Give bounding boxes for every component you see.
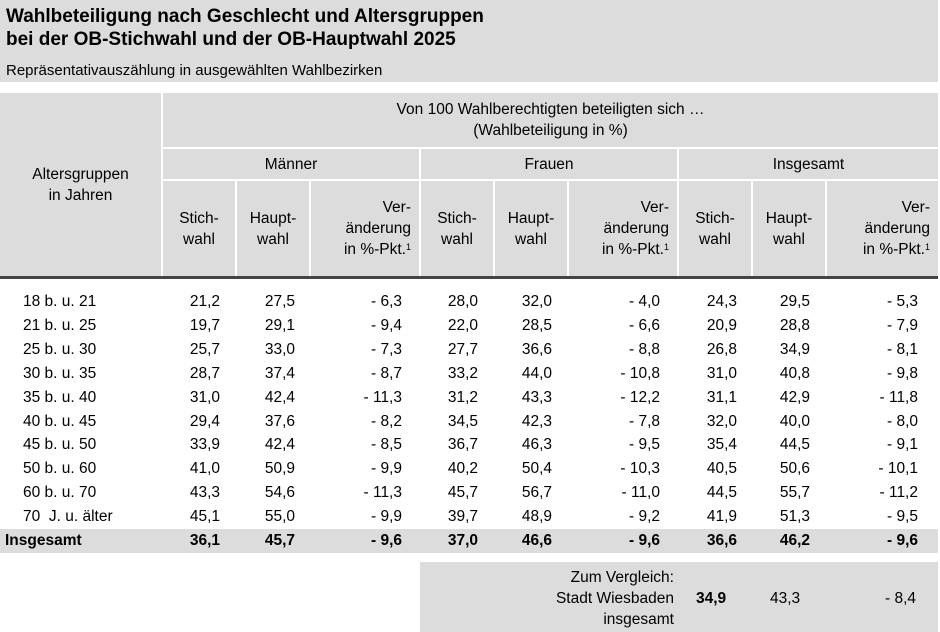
table-cell: - 9,2 [628,508,660,526]
table-row [0,362,938,386]
table-cell: 20,9 [706,316,737,334]
footnote-marker: 1 [663,242,669,252]
table-cell: 31,2 [447,388,478,406]
table-cell: 51,3 [779,508,810,526]
table-row [0,314,938,338]
table-cell: - 8,7 [370,364,402,382]
subheader-stich-1 [421,181,493,276]
table-cell: 26,8 [706,340,737,358]
table-cell: 41,9 [706,508,737,526]
table-subtitle: Repräsentativauszählung in ausgewählten Wahlbezirken [6,62,383,79]
total-row [0,529,938,553]
table-cell: 50,4 [521,460,552,478]
subheader-line: Ver- [901,199,930,216]
total-cell: - 9,6 [628,532,660,549]
table-cell: - 8,1 [886,340,918,358]
table-cell: 27,7 [447,340,478,358]
row-label: 50 b. u. 60 [23,460,97,478]
subheader-line: wahl [515,230,547,248]
subheader-line: wahl [773,230,805,248]
table-cell: 24,3 [706,293,737,310]
total-cell: - 9,6 [370,532,402,549]
table-cell: 44,0 [521,364,552,382]
table-cell: 43,3 [521,388,552,406]
table-cell: - 7,3 [370,340,402,358]
table-cell: 41,0 [189,460,220,478]
table-cell: 29,5 [779,293,810,310]
table-cell: 43,3 [189,484,220,502]
title-line-2: bei der OB-Stichwahl und der OB-Hauptwahl 2025 [6,29,456,50]
row-label: 40 b. u. 45 [23,412,97,430]
table-row [0,410,938,434]
table-cell: 48,9 [521,508,552,526]
subheader-line: Stich- [695,209,735,227]
row-label: 45 b. u. 50 [23,436,97,454]
table-cell: 37,4 [264,364,295,382]
table-cell: 37,6 [264,412,295,430]
table-cell: 40,8 [779,364,810,382]
comparison-haupt: 43,3 [770,590,801,607]
table-row [0,481,938,505]
title-line-1: Wahlbeteiligung nach Geschlecht und Altersgruppen [6,6,484,27]
subheader-unit: in %-Pkt. [862,241,925,258]
subheader-ver-2 [827,181,938,276]
subheader-stich-2 [679,181,751,276]
table-cell: 35,4 [706,436,737,454]
table-cell: 44,5 [706,484,737,502]
row-label: 21 b. u. 25 [23,316,97,334]
total-cell: - 9,6 [886,532,918,549]
table-cell: 56,7 [521,484,552,502]
table-cell: 36,7 [447,436,478,454]
table-cell: 55,7 [779,484,810,502]
subheader-haupt-2 [753,181,825,276]
table-row [0,457,938,481]
total-cell: 37,0 [447,532,478,549]
table-cell: - 11,2 [879,484,918,502]
comparison-line-3: insgesamt [603,611,674,628]
table-cell: 55,0 [264,508,295,526]
table-cell: - 8,5 [370,436,402,454]
subheader-line: änderung [603,220,669,237]
comparison-ver: - 8,4 [884,590,916,607]
table-cell: 40,5 [706,460,737,478]
table-row [0,433,938,457]
row-label: 25 b. u. 30 [23,340,97,358]
row-label: 35 b. u. 40 [23,388,97,406]
subheader-haupt-0 [237,181,309,276]
header-separator [0,276,938,279]
table-cell: 28,7 [189,364,220,382]
table-cell: - 9,9 [370,508,402,526]
table-cell: 44,5 [779,436,810,454]
table-cell: - 9,1 [886,436,918,454]
table-cell: - 6,6 [628,316,660,334]
table-cell: 32,0 [521,293,552,310]
comparison-line-1: Zum Vergleich: [570,569,674,586]
subheader-line: Ver- [382,199,411,216]
table-cell: 21,2 [189,293,220,310]
subheader-line: änderung [864,220,930,237]
table-cell: - 8,2 [370,412,402,430]
table-cell: - 11,3 [363,388,402,406]
header-top-line-2: (Wahlbeteiligung in %) [473,122,628,139]
subheader-haupt-1 [495,181,567,276]
table-cell: 50,9 [264,460,295,478]
row-label-line-1: Altersgruppen [32,165,129,183]
table-cell: - 9,4 [370,316,402,334]
header-row-label [0,93,161,276]
table-cell: 29,4 [189,412,220,430]
table-cell: - 7,9 [886,316,918,334]
table-cell: 32,0 [706,412,737,430]
subheader-line [827,239,930,260]
table-row [0,338,938,362]
group-frauen [421,149,677,179]
table-cell: 27,5 [264,293,295,310]
group-insgesamt [679,149,938,179]
table-cell: 36,6 [521,340,552,358]
table-cell: 46,3 [521,436,552,454]
table-cell: - 4,0 [628,293,660,310]
table-cell: 42,4 [264,388,295,406]
title-box [0,0,938,82]
subheader-line: wahl [699,230,731,248]
table-row [0,505,938,529]
table-cell: - 11,0 [621,484,660,502]
subheader-line: Stich- [179,209,219,227]
subheader-unit: in %-Pkt. [601,241,664,258]
table-cell: - 7,8 [628,412,660,430]
subheader-line: Haupt- [249,209,297,227]
table-cell: - 8,0 [886,412,918,430]
table-cell: 45,7 [447,484,478,502]
table-cell: 33,9 [189,436,220,454]
subheader-line: Haupt- [765,209,813,227]
comparison-stich: 34,9 [696,590,727,607]
subheader-line [569,239,669,260]
total-cell: 46,6 [521,532,552,549]
group-maenner-label: Männer [264,155,318,173]
group-maenner [163,149,419,179]
total-label: Insgesamt [5,532,82,549]
table-cell: 29,1 [264,316,295,334]
table-cell: - 9,8 [886,364,918,382]
table-cell: 19,7 [189,316,220,334]
table-cell: - 12,2 [620,388,660,406]
table-cell: 28,5 [521,316,552,334]
subheader-line: wahl [257,230,289,248]
table-cell: 40,2 [447,460,478,478]
subheader-line: wahl [441,230,473,248]
row-label: 60 b. u. 70 [23,484,97,502]
table-cell: - 5,3 [886,293,918,310]
table-cell: - 9,9 [370,460,402,478]
row-label: 30 b. u. 35 [23,364,97,382]
subheader-ver-0 [311,181,419,276]
table-cell: 33,2 [447,364,478,382]
table-cell: 40,0 [779,412,810,430]
table-cell: 54,6 [264,484,295,502]
subheader-line: Haupt- [507,209,555,227]
subheader-line: Stich- [437,209,477,227]
table-cell: - 10,3 [620,460,660,478]
table-cell: 45,1 [189,508,220,526]
table-cell: 50,6 [779,460,810,478]
table-cell: 39,7 [447,508,478,526]
table-cell: 28,0 [447,293,478,310]
group-insgesamt-label: Insgesamt [772,155,845,173]
table-cell: 34,9 [779,340,810,358]
table-row [0,386,938,410]
comparison-box [420,562,938,632]
total-cell: 45,7 [264,532,295,549]
table-cell: - 11,3 [363,484,402,502]
table-cell: - 10,8 [620,364,660,382]
table-cell: - 9,5 [628,436,660,454]
subheader-line: wahl [183,230,215,248]
table-cell: 42,3 [521,412,552,430]
subheader-line [311,239,411,260]
subheader-line: änderung [345,220,411,237]
subheader-line: Ver- [640,199,669,216]
subheader-unit: in %-Pkt. [343,241,406,258]
header-top-line-1: Von 100 Wahlberechtigten beteiligten sich … [396,101,705,118]
table-cell: 31,0 [189,388,220,406]
footnote-marker: 1 [405,242,411,252]
table-cell: 33,0 [264,340,295,358]
total-cell: 36,6 [706,532,737,549]
table-cell: 22,0 [447,316,478,334]
row-label: 18 b. u. 21 [23,293,97,310]
total-cell: 36,1 [189,532,220,549]
table-cell: - 10,1 [878,460,918,478]
row-label: 70 J. u. älter [23,508,113,526]
table-cell: 31,0 [706,364,737,382]
table-cell: 34,5 [447,412,478,430]
table-cell: 25,7 [189,340,220,358]
table-cell: - 9,5 [886,508,918,526]
footnote-marker: 1 [924,242,930,252]
table-cell: 42,4 [264,436,295,454]
table-cell: - 8,8 [628,340,660,358]
total-cell: 46,2 [779,532,810,549]
table-row [0,290,938,314]
table-cell: - 6,3 [370,293,402,310]
row-label-line-2: in Jahren [48,186,113,204]
table-cell: 42,9 [779,388,810,406]
table-cell: - 11,8 [879,388,918,406]
subheader-ver-1 [569,181,677,276]
table-title [6,5,484,51]
comparison-line-2: Stadt Wiesbaden [555,590,674,607]
table-cell: 31,1 [706,388,737,406]
header-top [163,93,938,147]
group-frauen-label: Frauen [524,155,574,173]
subheader-stich-0 [163,181,235,276]
comparison-label [556,567,674,630]
table-cell: 28,8 [779,316,810,334]
